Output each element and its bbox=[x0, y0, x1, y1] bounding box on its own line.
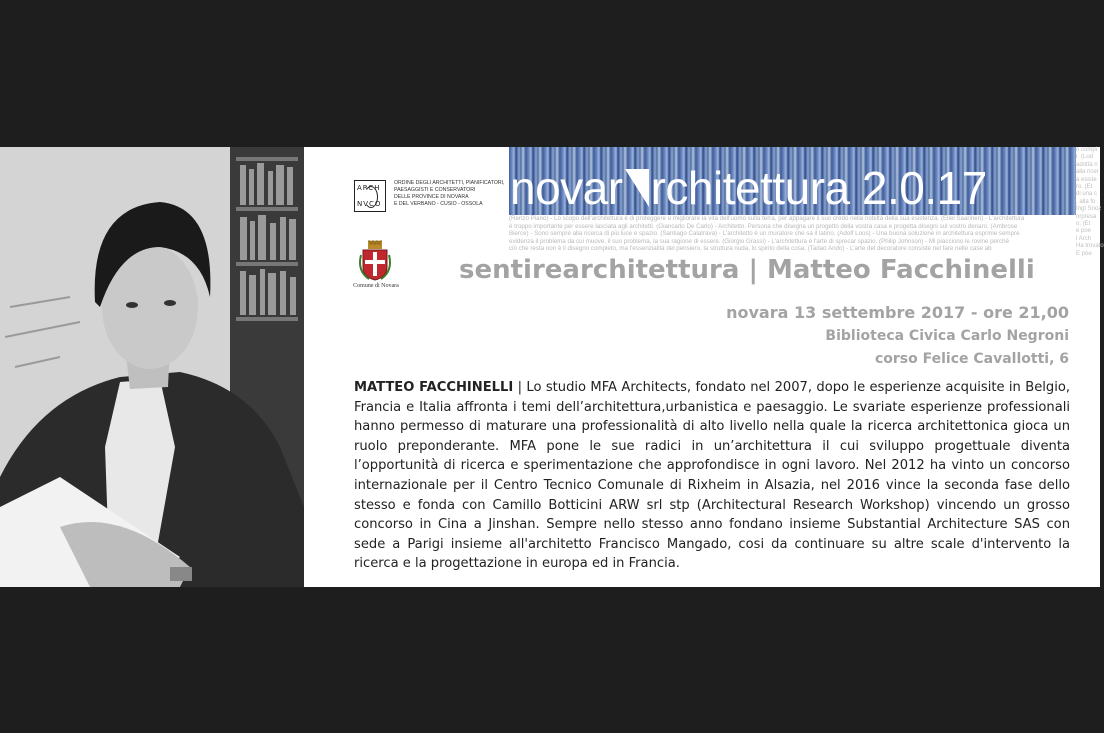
comune-crest-icon bbox=[359, 241, 391, 285]
order-logo-top-text: ARCH bbox=[357, 184, 381, 192]
side-quote-line: l Arch bbox=[1076, 235, 1092, 242]
comune-label: Comune di Novara bbox=[353, 283, 399, 289]
order-line: E DEL VERBANO - CUSIO - OSSOLA bbox=[394, 201, 483, 207]
quote-line: ciò che resta non è il disegno completo, ma l'essenzialità del pensiero, la struttura nuda, lo spirito della cosa. (Tadao Ando) - L'arte del decoratore consiste nel fare nelle case ab bbox=[509, 245, 992, 253]
side-quote-line: adottà n bbox=[1076, 161, 1098, 168]
architect-quotes bbox=[509, 215, 1104, 253]
side-quote-line: , alla fo bbox=[1076, 198, 1096, 205]
side-quote-line: alla ricer bbox=[1076, 169, 1099, 176]
event-venue: Biblioteca Civica Carlo Negroni bbox=[825, 328, 1069, 344]
order-line: PAESAGGISTI E CONSERVATORI bbox=[394, 187, 476, 193]
banner-title-pre: novar bbox=[510, 162, 623, 214]
event-address: corso Felice Cavallotti, 6 bbox=[874, 351, 1069, 367]
quote-line: (Renzo Piano) - Lo scopo dell'architettura è di proteggere e migliorare la vita dell'uomo sulla terra, per appagare il suo credo nella nobiltà della sua esistenza. (Eliel Saarinen) - L'architettura bbox=[509, 215, 1025, 222]
side-quote-line: a esiste bbox=[1076, 176, 1097, 183]
event-card bbox=[0, 147, 1104, 587]
banner-title-post: rchitettura 2.0.17 bbox=[650, 162, 987, 214]
event-date: novara 13 settembre 2017 - ore 21,00 bbox=[726, 303, 1069, 322]
portrait-photo bbox=[0, 147, 304, 587]
bio-text: | Lo studio MFA Architects, fondato nel 2007, dopo le esperienze acquisite in Belgio, Francia e Italia affronta i temi dell’architettura,urbanistica e paesaggio. Le svariate esperienze professionali hanno permesso di maturare una professionalità di alto livello nella quale la ricerca architettonica gioca un ruolo preponderante. MFA pone le sue radici in un’architettura il cui sviluppo progettuale diventa l’opportunità di ricerca e sperimentazione che approfondisce in ogni lavoro. Nel 2012 ha vinto un concorso internazionale per il Centro Tecnico Comunale di Rixheim in Alsazia, nel 2016 vince la seconda fase dello stesso e fonda con Camillo Botticini ARW srl stp (Architectural Research Workshop) vincendo un grosso concorso in Cina a Jinshan. Sempre nello stesso anno fondano insieme Substantial Architecture SAS con sede a Parigi insieme all'architetto Francisco Mangado, cosi da continuare su altre scale d'intervento la ricerca e la progettazione in europa ed in Francia. bbox=[354, 380, 1071, 572]
side-quote-line: r. (Lud bbox=[1076, 154, 1094, 161]
banner-title bbox=[510, 162, 987, 214]
side-quote-line: e poe bbox=[1076, 228, 1092, 235]
side-quote-line: Ingt Snoz bbox=[1076, 206, 1102, 213]
side-quote-line: di una c bbox=[1076, 191, 1098, 198]
side-quote-line: E poe bbox=[1076, 250, 1092, 257]
event-subtitle: sentirearchitettura | Matteo Facchinelli bbox=[459, 255, 1035, 285]
order-architects-logo bbox=[354, 180, 386, 212]
order-line: DELLE PROVINCE DI NOVARA bbox=[394, 194, 469, 200]
side-quote-line: Ha trovato bbox=[1076, 243, 1104, 250]
side-quote-line: n compi bbox=[1076, 147, 1098, 153]
side-quote-line: ro. (Et bbox=[1076, 184, 1093, 191]
quote-line: evidenza il problema da cui muove, il suo problema, la sua ragione di essere. (Giorgio Grassi) - L'architettura è l'arte di sprecar spazio. (Philip Johnson) - Mi piacciono le rovine perché bbox=[509, 237, 1010, 245]
slash-a-icon bbox=[623, 169, 651, 207]
side-quote-line: o. (Et bbox=[1076, 221, 1091, 228]
order-line: ORDINE DEGLI ARCHITETTI, PIANIFICATORI, bbox=[394, 180, 505, 186]
quote-line: è troppo importante per essere lasciata agli architetti. (Giancarlo De Carlo) - Architetto. Persona che disegna un progetto della vostra casa e progetta disegni sul vostro denaro. (Ambrose bbox=[509, 222, 1018, 230]
order-architects-name bbox=[394, 180, 509, 208]
biography bbox=[354, 378, 1070, 574]
side-quote-line: orpresa bbox=[1076, 213, 1097, 220]
side-quotes bbox=[1076, 147, 1104, 258]
bio-name: MATTEO FACCHINELLI bbox=[354, 380, 514, 395]
order-logo-bottom-text: NVCO bbox=[357, 200, 382, 208]
quote-line: Bierce) - Sono sempre alla ricerca di più luce e spazio. (Santiago Calatrava) - L'architetto è un muratore che sa il latino. (Adolf Loos) - Una buona soluzione in architettura esprime sempre bbox=[509, 230, 1020, 238]
